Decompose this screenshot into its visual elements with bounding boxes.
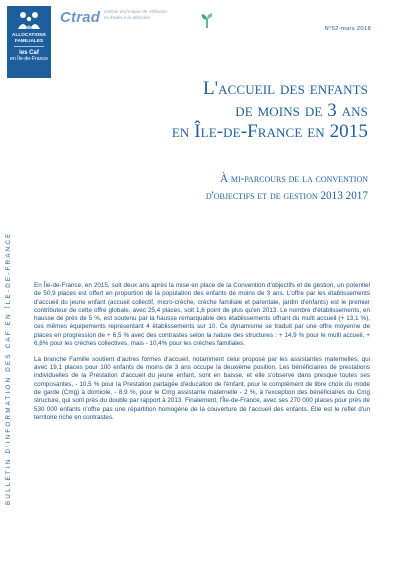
logo-caf-line2: en Île-de-France [9, 56, 49, 63]
title-line3: en Île-de-France en 2015 [171, 121, 368, 142]
sprout-icon [200, 13, 214, 28]
logo-caf-line1: les Caf [19, 50, 39, 57]
tagline-line1: Cellule technique de réflexion [104, 10, 167, 15]
intro-text [34, 282, 370, 430]
page-subtitle [206, 171, 368, 204]
tagline-line2: et d'aide à la décision [104, 16, 150, 22]
issue-number: N°52-mars 2018 [324, 26, 371, 32]
title-line1: L'accueil des enfants [202, 78, 368, 99]
logo-org-line2: FAMILIALES [14, 37, 44, 43]
title-line2: de moins de 3 ans [235, 99, 368, 121]
ctrad-brand: Ctrad [60, 9, 101, 26]
caf-logo [7, 6, 51, 78]
intro-paragraph-1: En Île-de-France, en 2015, soit deux ans après la mise en place de la Convention d'objectifs et de gestion, un potentiel de 50,9 places est offert en proportion de la population des enfants de moins de 3 ans. L'offre par les établissements d'accueil du jeune enfant (accueil collectif, micro-crèche, crèche familiale et parentale, jardin d'enfants) est le premier contributeur de cette offre globale, avec 25,4 places, soit 1,6 point de plus qu'en 2013. Le nombre d'établissements, en hausse de près de 5 %, est soutenu par la hausse remarquable des établissements offrant du multi accueil (+ 13,1 %), ces mêmes équipements représentant 4 établissements sur 10. Ce dynamisme se traduit par une offre moyenne de places en progression de + 6,5 % avec des contrastes selon la nature des structures : + 14,9 % pour le multi accueil, + 6,8% pour les crèches collectives, mais - 10,4% pour les crèches familiales. [34, 282, 370, 348]
family-figures-icon [15, 10, 43, 30]
logo-divider [14, 46, 44, 47]
spine-text: BULLETIN D'INFORMATION DES CAF EN ÎLE-DE-FRANCE [5, 231, 12, 505]
subtitle-line2: d'objectifs et de gestion 2013 2017 [205, 189, 368, 202]
logo-org-line1: ALLOCATIONS [12, 32, 46, 37]
intro-paragraph-2: La branche Famille soutient d'autres formes d'accueil, notamment celui proposé par les assistantes maternelles, qui avec 19,1 places pour 100 enfants de moins de 3 ans occupe la deuxième position. Les bénéficiaires de prestations individuelles de la Prestation d'accueil du jeune enfant, sont en baisse, et elle s'observe dans presque toutes ses composantes, - 10,5 % pour la Prestation partagée d'éducation de l'enfant, pour le complément de libre choix du mode de garde (Cmg) à domicile, - 8,9 %, pour le Cmg assistante maternelle - 2 %, à l'exception des bénéficiaires du Cmg structure, qui sont près du double par rapport à 2013. Finalement, l'Île-de-France, avec ses 270 000 places pour près de 530 000 enfants n'offre pas une répartition homogène de la couverture de l'accueil des enfants. Elle est le reflet d'un territoire riche en contrastes. [34, 355, 370, 421]
page-title [172, 78, 368, 143]
subtitle-line1: À mi-parcours de la convention [219, 173, 368, 185]
ctrad-tagline [104, 10, 200, 23]
